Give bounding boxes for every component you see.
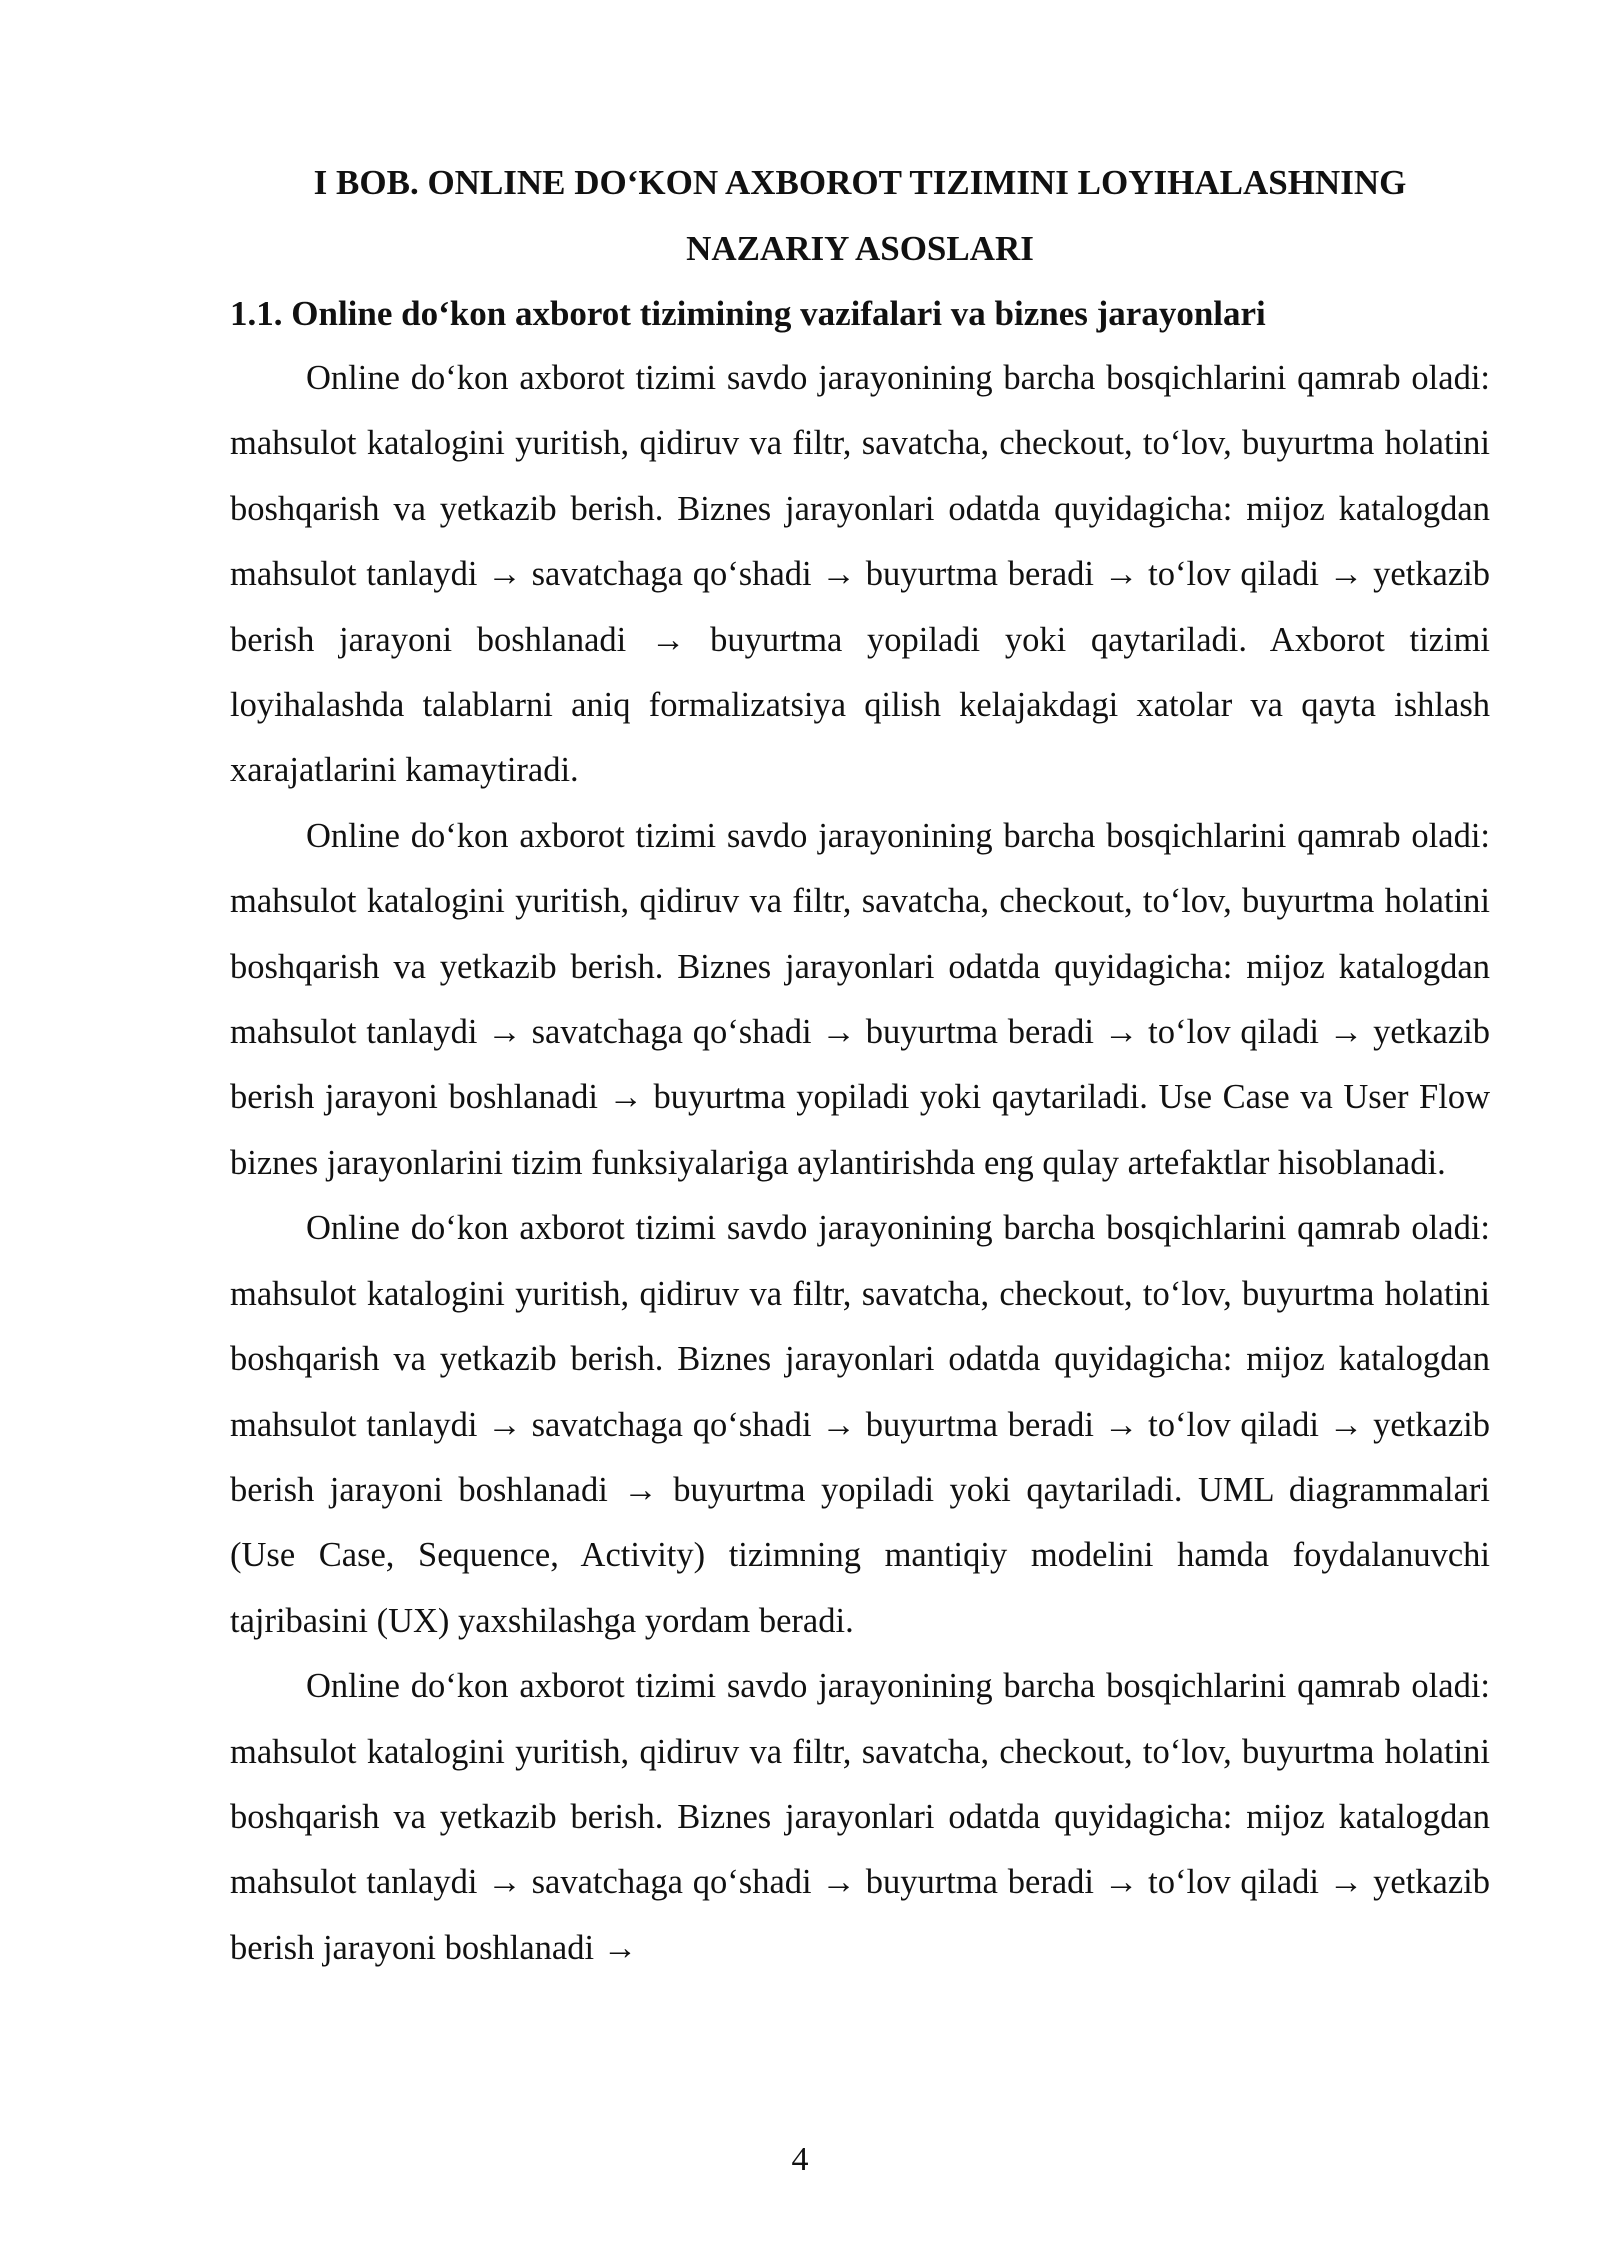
page-number: 4 <box>791 2141 809 2178</box>
paragraph: Online do‘kon axborot tizimi savdo jarayonining barcha bosqichlarini qamrab oladi: mahsulot katalogini yuritish, qidiruv va filtr, savatcha, checkout, to‘lov, buyurtma holatini boshqarish va yetkazib berish. Biznes jarayonlari odatda quyidagicha: mijoz katalogdan mahsulot tanlaydi → savatchaga qo‘shadi → buyurtma beradi → to‘lov qiladi → yetkazib berish jarayoni boshlanadi → buyurtma yopiladi yoki qaytariladi. UML diagrammalari (Use Case, Sequence, Activity) tizimning mantiqiy modelini hamda foydalanuvchi tajribasini (UX) yaxshilashga yordam beradi. <box>230 1209 1490 1640</box>
paragraph: Online do‘kon axborot tizimi savdo jarayonining barcha bosqichlarini qamrab oladi: mahsulot katalogini yuritish, qidiruv va filtr, savatcha, checkout, to‘lov, buyurtma holatini boshqarish va yetkazib berish. Biznes jarayonlari odatda quyidagicha: mijoz katalogdan mahsulot tanlaydi → savatchaga qo‘shadi → buyurtma beradi → to‘lov qiladi → yetkazib berish jarayoni boshlanadi → <box>230 1667 1490 1967</box>
paragraph: Online do‘kon axborot tizimi savdo jarayonining barcha bosqichlarini qamrab oladi: mahsulot katalogini yuritish, qidiruv va filtr, savatcha, checkout, to‘lov, buyurtma holatini boshqarish va yetkazib berish. Biznes jarayonlari odatda quyidagicha: mijoz katalogdan mahsulot tanlaydi → savatchaga qo‘shadi → buyurtma beradi → to‘lov qiladi → yetkazib berish jarayoni boshlanadi → buyurtma yopiladi yoki qaytariladi. Axborot tizimi loyihalashda talablarni aniq formalizatsiya qilish kelajakdagi xatolar va qayta ishlash xarajatlarini kamaytiradi. <box>230 359 1490 790</box>
section-title: 1.1. Online do‘kon axborot tizimining vazifalari va biznes jarayonlari <box>230 294 1266 333</box>
body-text <box>230 346 1490 1981</box>
chapter-title: I BOB. ONLINE DO‘KON AXBOROT TIZIMINI LOYIHALASHNING NAZARIY ASOSLARI <box>313 163 1407 268</box>
paragraph: Online do‘kon axborot tizimi savdo jarayonining barcha bosqichlarini qamrab oladi: mahsulot katalogini yuritish, qidiruv va filtr, savatcha, checkout, to‘lov, buyurtma holatini boshqarish va yetkazib berish. Biznes jarayonlari odatda quyidagicha: mijoz katalogdan mahsulot tanlaydi → savatchaga qo‘shadi → buyurtma beradi → to‘lov qiladi → yetkazib berish jarayoni boshlanadi → buyurtma yopiladi yoki qaytariladi. Use Case va User Flow biznes jarayonlarini tizim funksiyalariga aylantirishda eng qulay artefaktlar hisoblanadi. <box>230 816 1490 1182</box>
